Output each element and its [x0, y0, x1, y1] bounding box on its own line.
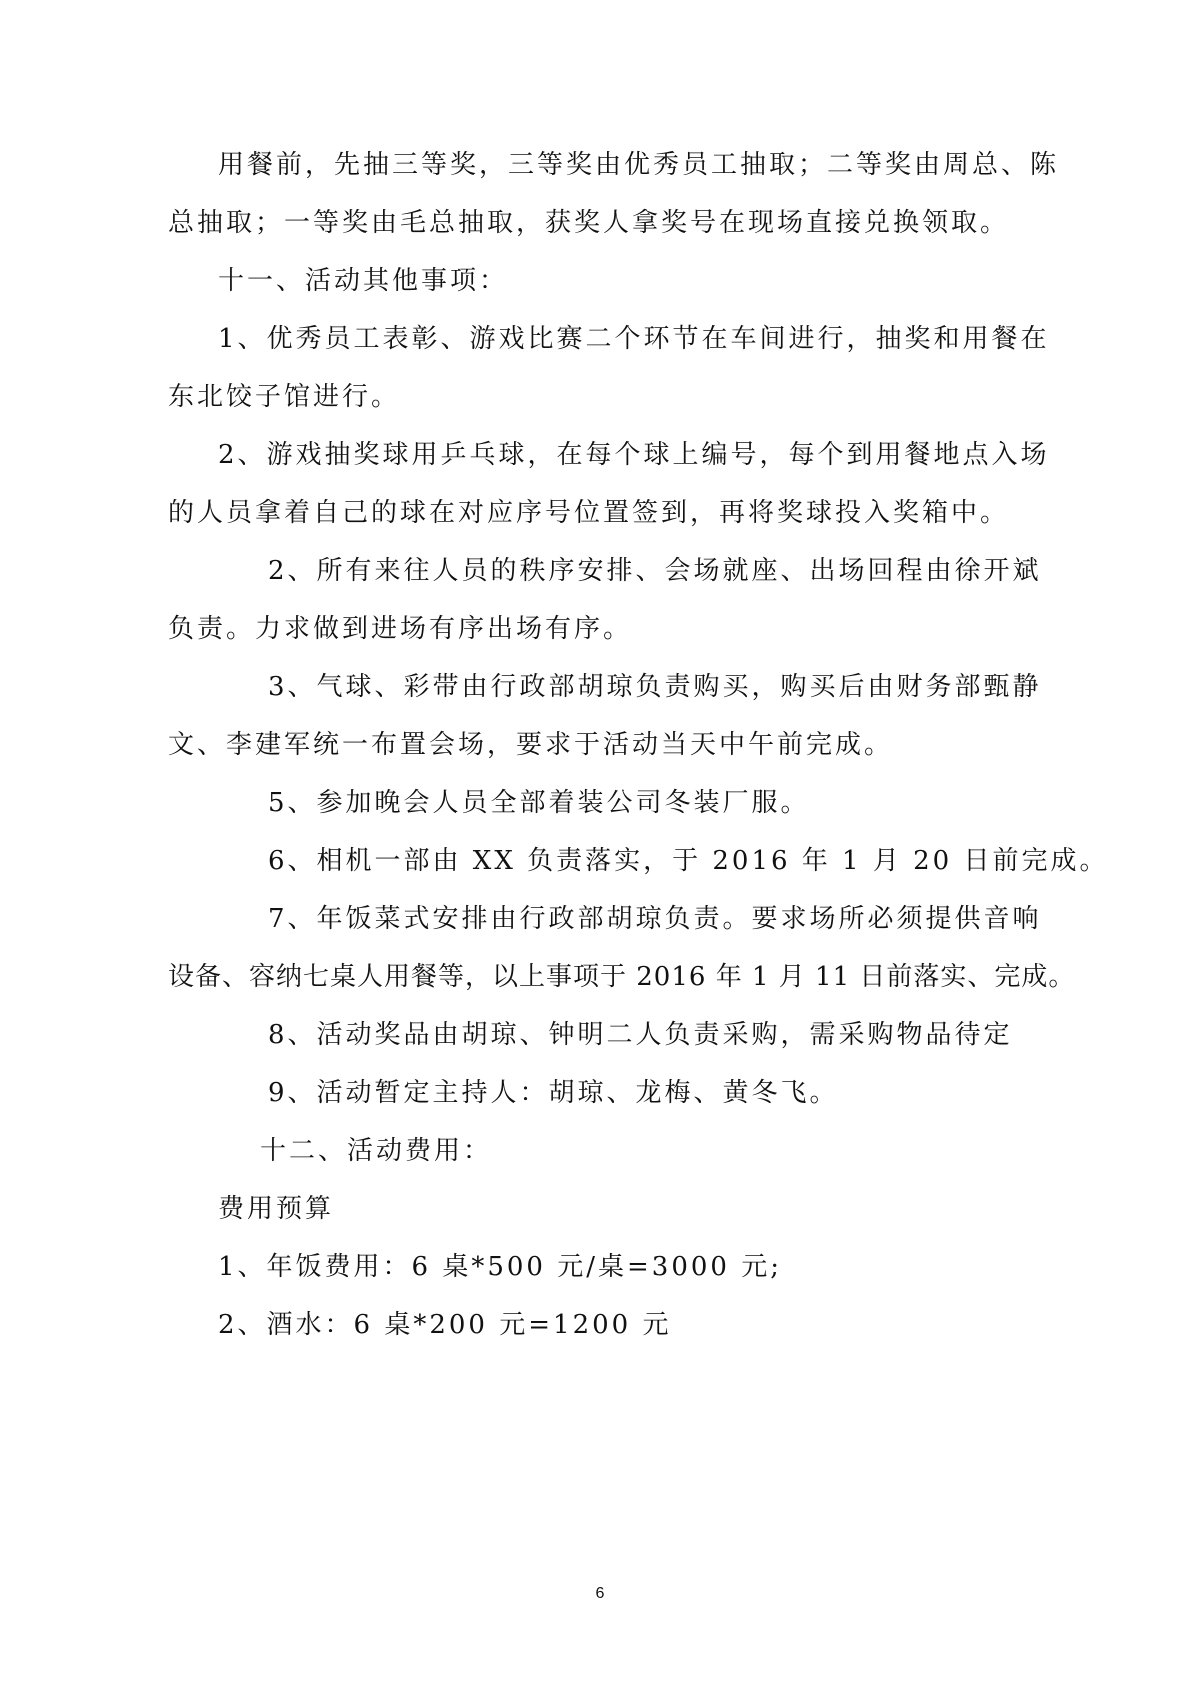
page-number: 6 [595, 1585, 605, 1602]
paragraph-line: 8、活动奖品由胡琼、钟明二人负责采购，需采购物品待定 [268, 1020, 1013, 1050]
paragraph-line: 7、年饭菜式安排由行政部胡琼负责。要求场所必须提供音响 [268, 904, 1042, 934]
paragraph-line: 5、参加晚会人员全部着装公司冬装厂服。 [268, 788, 810, 818]
paragraph-line: 3、气球、彩带由行政部胡琼负责购买，购买后由财务部甄静 [268, 672, 1042, 702]
paragraph-line: 1、年饭费用：6 桌*500 元/桌=3000 元; [218, 1252, 782, 1282]
paragraph-line: 1、优秀员工表彰、游戏比赛二个环节在车间进行，抽奖和用餐在 [218, 324, 1050, 354]
paragraph-line: 东北饺子馆进行。 [168, 382, 401, 412]
paragraph-line: 的人员拿着自己的球在对应序号位置签到，再将奖球投入奖箱中。 [168, 498, 1010, 528]
paragraph-line: 6、相机一部由 XX 负责落实，于 2016 年 1 月 20 日前完成。 [268, 846, 1109, 876]
paragraph-line: 设备、容纳七桌人用餐等，以上事项于 2016 年 1 月 11 日前落实、完成。 [168, 962, 1076, 992]
paragraph-line: 总抽取；一等奖由毛总抽取，获奖人拿奖号在现场直接兑换领取。 [168, 208, 1010, 238]
paragraph-line: 用餐前，先抽三等奖，三等奖由优秀员工抽取；二等奖由周总、陈 [218, 150, 1060, 180]
paragraph-line: 2、游戏抽奖球用乒乓球，在每个球上编号，每个到用餐地点入场 [218, 440, 1050, 470]
section-heading: 十二、活动费用： [260, 1136, 493, 1166]
paragraph-line: 负责。力求做到进场有序出场有序。 [168, 614, 633, 644]
paragraph-line: 2、酒水：6 桌*200 元=1200 元 [218, 1310, 672, 1340]
paragraph-line: 9、活动暂定主持人：胡琼、龙梅、黄冬飞。 [268, 1078, 839, 1108]
paragraph-line: 文、李建军统一布置会场，要求于活动当天中午前完成。 [168, 730, 894, 760]
section-heading: 十一、活动其他事项： [218, 266, 509, 296]
subheading: 费用预算 [218, 1194, 335, 1224]
paragraph-line: 2、所有来往人员的秩序安排、会场就座、出场回程由徐开斌 [268, 556, 1042, 586]
